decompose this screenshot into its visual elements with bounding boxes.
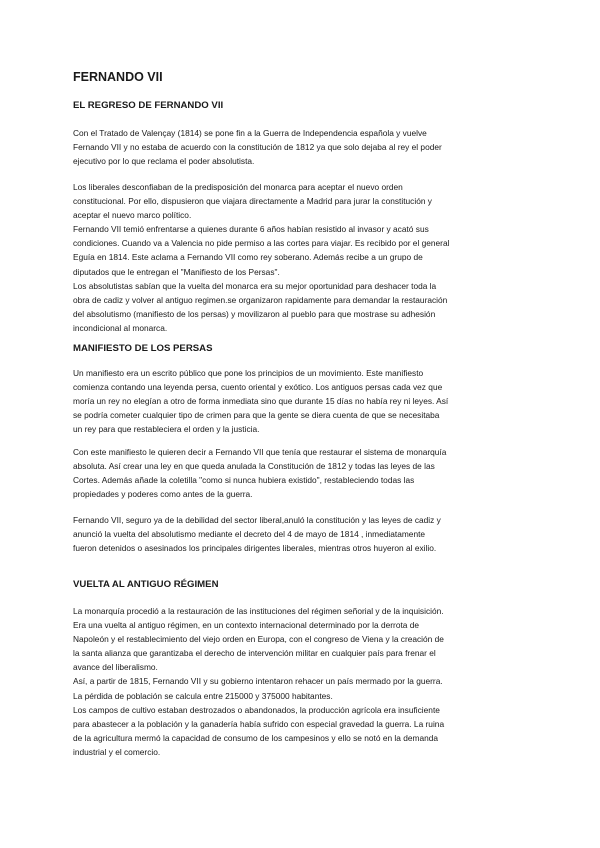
text-line: un rey para que restableciera el orden y la justicia. (73, 424, 260, 435)
text-line: obra de cadiz y volver al antiguo regimen.se organizaron rapidamente para demandar la restauración (73, 294, 448, 305)
text-line: Con este manifiesto le quieren decir a Fernando VII que tenía que restaurar el sistema de monarquía (73, 447, 447, 457)
text-line: Eguía en 1814. Este aclama a Fernando VII como rey soberano. Además recibe a un grupo de (73, 252, 423, 263)
text-line: aceptar el nuevo marco político. (73, 210, 192, 221)
document-title: FERNANDO VII (73, 70, 163, 84)
paragraph (73, 604, 533, 759)
paragraph (73, 445, 533, 501)
text-line: industrial y el comercio. (73, 746, 161, 757)
text-line: Así, a partir de 1815, Fernando VII y su gobierno intentaron rehacer un país mermado por la guerra. (73, 676, 443, 687)
text-line: comienza contando una leyenda persa, cuento oriental y exótico. Los antiguos persas cada vez que (73, 382, 443, 393)
text-line: anunció la vuelta del absolutismo mediante el decreto del 4 de mayo de 1814 , inmediatamente (73, 529, 426, 540)
text-line: Cortes. Además añade la coletilla "como si nunca hubiera existido", restableciendo todas las (73, 475, 415, 486)
text-line: Con el Tratado de Valençay (1814) se pone fin a la Guerra de Independencia española y vuelve (73, 128, 427, 138)
text-line: condiciones. Cuando va a Valencia no pide permiso a las cortes para viajar. Es recibido por el general (73, 238, 450, 249)
text-line: La monarquía procedió a la restauración de las instituciones del régimen señorial y de la inquisición. (73, 606, 444, 616)
text-line: Fernando VII y no estaba de acuerdo con la constitución de 1812 ya que solo dejaba al rey el poder (73, 142, 442, 153)
text-line: avance del liberalismo. (73, 662, 158, 673)
text-line: Un manifiesto era un escrito público que pone los principios de un movimiento. Este manifiesto (73, 368, 424, 378)
paragraph (73, 513, 533, 555)
text-line: del absolutismo (manifiesto de los persas) y movilizaron al pueblo para que mostrase su adhesión (73, 308, 436, 319)
text-line: incondicional al monarca. (73, 322, 168, 333)
text-line: propiedades y poderes como antes de la guerra. (73, 489, 253, 500)
text-line: moría un rey no elegían a otro de forma inmediata sino que durante 15 días no había rey ni leyes. Así (73, 396, 449, 407)
text-line: absoluta. Así crear una ley en que queda anulada la Constitución de 1812 y todas las leyes de las (73, 461, 435, 472)
text-line: constitucional. Por ello, dispusieron que viajara directamente a Madrid para jurar la constitución y (73, 196, 432, 207)
text-line: ejecutivo por lo que reclama el poder absolutista. (73, 156, 255, 167)
text-line: Los campos de cultivo estaban destrozados o abandonados, la producción agrícola era insuficiente (73, 704, 440, 715)
text-line: de la agricultura mermó la capacidad de consumo de los campesinos y ello se notó en la demanda (73, 732, 439, 743)
text-line: se podría cometer cualquier tipo de crimen para que la gente se diera cuenta de que se necesitaba (73, 410, 440, 421)
paragraph (73, 126, 533, 168)
paragraph (73, 366, 533, 436)
text-line: Era una vuelta al antiguo régimen, en un contexto internacional determinado por la derrota de (73, 620, 420, 631)
text-line: fueron detenidos o asesinados los principales dirigentes liberales, mientras otros huyeron al exilio. (73, 543, 437, 554)
text-line: Los liberales desconfiaban de la predisposición del monarca para aceptar el nuevo orden (73, 182, 403, 192)
text-line: diputados que le entregan el "Manifiesto de los Persas". (73, 266, 280, 277)
text-line: Fernando VII temió enfrentarse a quienes durante 6 años habían resistido al invasor y acató sus (73, 224, 429, 235)
paragraph (73, 180, 533, 335)
section-heading-regreso: EL REGRESO DE FERNANDO VII (73, 100, 224, 111)
text-line: Napoleón y el restablecimiento del viejo orden en Europa, con el congreso de Viena y la creación de (73, 634, 444, 645)
text-line: La pérdida de población se calcula entre 215000 y 375000 habitantes. (73, 690, 333, 701)
text-line: Fernando VII, seguro ya de la debilidad del sector liberal,anuló la constitución y las leyes de cadiz y (73, 515, 441, 525)
text-line: la santa alianza que garantizaba el derecho de intervención militar en cualquier país para frenar el (73, 648, 436, 659)
text-line: Los absolutistas sabían que la vuelta del monarca era su mejor oportunidad para deshacer toda la (73, 280, 437, 291)
section-heading-vuelta: VUELTA AL ANTIGUO RÉGIMEN (73, 579, 219, 590)
text-line: para abastecer a la población y la ganadería había sufrido con especial gravedad la guerra. La ruina (73, 718, 445, 729)
section-heading-manifiesto: MANIFIESTO DE LOS PERSAS (73, 343, 213, 354)
